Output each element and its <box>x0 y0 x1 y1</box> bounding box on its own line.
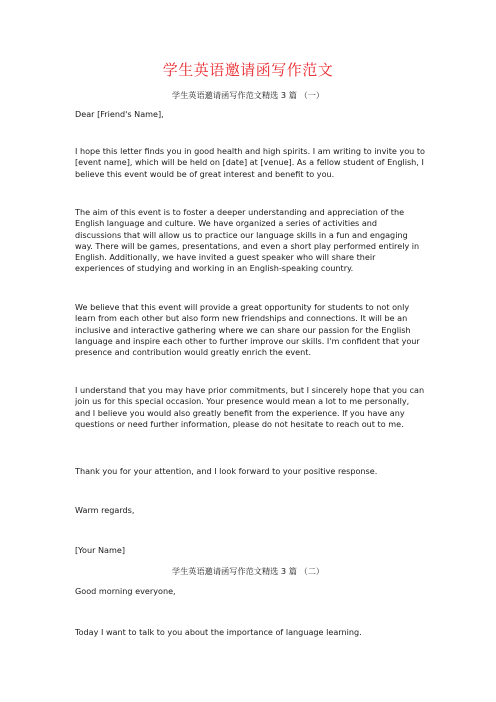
letter-paragraph-1: I hope this letter finds you in good health and high spirits. I am writing to invite you to [event name], which will be held on [date] at [venue]. As a fellow student of English, I believe this event would be of great interest and benefit to you. <box>75 146 426 179</box>
letter-signature: [Your Name] <box>75 545 126 555</box>
letter-paragraph-4: I understand that you may have prior commitments, but I sincerely hope that you can join us for this special occasion. Your presence would mean a lot to me personally, and I believe you would also greatly benefit from the experience. If you have any questions or need further information, please do not hesitate to reach out to me. <box>75 385 425 429</box>
section-heading-2: 学生英语邀请函写作范文精选 3 篇 （二） <box>171 566 325 576</box>
letter-greeting: Dear [Friend's Name], <box>75 109 164 119</box>
letter-closing: Warm regards, <box>75 505 135 515</box>
letter-paragraph-2: The aim of this event is to foster a deeper understanding and appreciation of the English language and culture. We have organized a series of activities and discussions that will allow us to practice our language skills in a fun and engaging way. There will be games, presentations, and even a short play performed entirely in English. Additionally, we have invited a guest speaker who will share their experiences of studying and working in an English-speaking country. <box>75 207 420 274</box>
letter-paragraph-5: Thank you for your attention, and I look forward to your positive response. <box>75 466 378 476</box>
letter-paragraph-3: We believe that this event will provide a great opportunity for students to not only learn from each other but also form new friendships and connections. It will be an inclusive and interactive gathering where we can share our passion for the English language and inspire each other to further improve our skills. I'm confident that your presence and contribution would greatly enrich the event. <box>75 302 420 358</box>
section-heading-1: 学生英语邀请函写作范文精选 3 篇 （一） <box>171 90 325 100</box>
document-title: 学生英语邀请函写作范文 <box>162 61 334 79</box>
speech-greeting: Good morning everyone, <box>75 586 176 596</box>
speech-paragraph-1: Today I want to talk to you about the importance of language learning. <box>75 627 362 637</box>
